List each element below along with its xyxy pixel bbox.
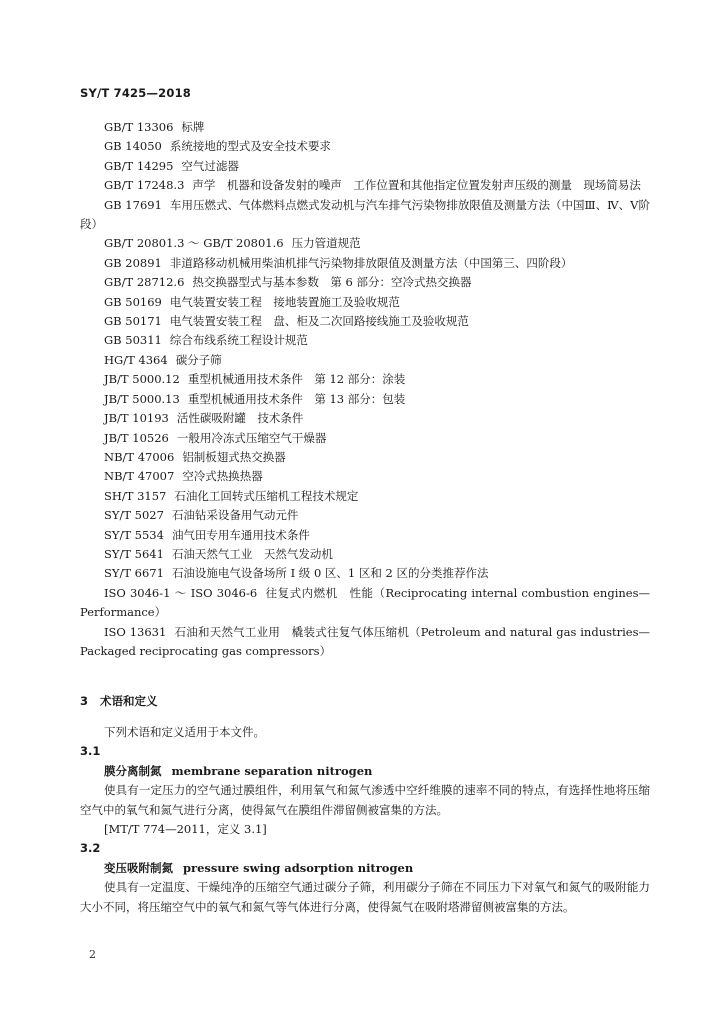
document-code-header: SY/T 7425—2018 [80,86,191,100]
reference-item [80,351,650,370]
reference-code: NB/T 47007 [104,469,175,484]
reference-item [80,312,650,331]
reference-code: GB 50169 [104,294,162,309]
reference-item [80,293,650,312]
reference-title: 声学 机器和设备发射的噪声 工作位置和其他指定位置发射声压级的测量 现场简易法 [192,178,641,193]
reference-title: 石油和天然气工业用 橇装式往复气体压缩机（Petroleum and natural gas industries—Packaged reciprocating gas compressors） [80,624,651,658]
reference-item [80,137,650,156]
normative-references-list [80,118,650,661]
reference-item [80,196,650,235]
term-definition: 使具有一定压力的空气通过膜组件，利用氧气和氮气渗透中空纤维膜的速率不同的特点，有选择性地将压缩空气中的氧气和氮气进行分离，使得氮气在膜组件滞留侧被富集的方法。 [80,783,650,817]
reference-code: GB/T 14295 [104,158,174,173]
reference-code: SH/T 3157 [104,488,167,503]
reference-code: GB 14050 [104,139,162,154]
reference-title: 重型机械通用技术条件 第 12 部分：涂装 [187,372,406,387]
reference-code: ISO 13631 [104,624,167,639]
reference-code: GB/T 20801.3 ～ GB/T 20801.6 [104,236,284,251]
reference-item [80,623,650,662]
reference-item [80,390,650,409]
reference-title: 石油化工回转式压缩机工程技术规定 [174,488,359,503]
reference-item [80,234,650,253]
reference-item [80,176,650,195]
reference-item [80,429,650,448]
section-terms-and-definitions [80,693,650,917]
reference-item [80,526,650,545]
reference-title: 电气装置安装工程 盘、柜及二次回路接线施工及验收规范 [169,314,469,329]
reference-title: 石油钻采设备用气动元件 [171,508,299,523]
reference-item [80,506,650,525]
reference-item [80,409,650,428]
reference-title: 车用压燃式、气体燃料点燃式发动机与汽车排气污染物排放限值及测量方法（中国Ⅲ、Ⅳ、Ⅴ阶段） [80,197,650,232]
reference-item [80,157,650,176]
term-name [80,859,650,878]
reference-code: JB/T 10193 [104,411,169,426]
reference-title: 非道路移动机械用柴油机排气污染物排放限值及测量方法（中国第三、四阶段） [169,255,573,270]
reference-code: JB/T 5000.13 [104,391,180,406]
term-definition: 使具有一定温度、干燥纯净的压缩空气通过碳分子筛，利用碳分子筛在不同压力下对氧气和氮气的吸附能力大小不同，将压缩空气中的氧气和氮气等气体进行分离，使得氮气在吸附塔滞留侧被富集的方法。 [80,880,650,914]
reference-code: GB/T 13306 [104,120,174,134]
reference-code: GB/T 28712.6 [104,275,185,290]
reference-title: 重型机械通用技术条件 第 13 部分：包装 [187,391,406,406]
reference-title: 压力管道规范 [291,236,361,251]
reference-code: JB/T 5000.12 [104,372,180,387]
reference-code: GB 50311 [104,333,162,348]
term-name-zh: 膜分离制氮 [104,763,162,778]
reference-title: 空气过滤器 [181,158,239,173]
reference-title: 碳分子筛 [175,352,222,367]
reference-code: HG/T 4364 [104,352,168,367]
reference-item [80,118,650,137]
reference-code: SY/T 5534 [104,527,164,542]
reference-title: 铝制板翅式热交换器 [182,449,286,464]
page-number: 2 [89,948,96,961]
reference-title: 综合布线系统工程设计规范 [169,333,308,348]
reference-code: SY/T 6671 [104,566,164,581]
term-name-zh: 变压吸附制氮 [104,860,173,875]
reference-item [80,273,650,292]
reference-item [80,370,650,389]
reference-code: GB 20891 [104,255,162,270]
reference-code: SY/T 5641 [104,546,164,561]
reference-title: 电气装置安装工程 接地装置施工及验收规范 [169,294,400,309]
reference-code: SY/T 5027 [104,508,164,523]
term-number: 3.2 [80,841,101,856]
section-number: 3 [80,694,89,708]
reference-item [80,448,650,467]
reference-code: JB/T 10526 [104,430,169,445]
term-name-en: pressure swing adsorption nitrogen [183,860,414,875]
reference-item [80,254,650,273]
reference-code: ISO 3046-1 ～ ISO 3046-6 [104,585,258,600]
section-heading [80,693,650,709]
reference-title: 系统接地的型式及安全技术要求 [169,139,331,154]
reference-title: 空冷式热换热器 [182,469,263,484]
reference-title: 活性碳吸附罐 技术条件 [176,411,304,426]
reference-title: 石油天然气工业 天然气发动机 [171,546,333,561]
reference-item [80,487,650,506]
reference-title: 热交换器型式与基本参数 第 6 部分：空冷式热交换器 [192,275,472,290]
reference-title: 石油设施电气设备场所 Ⅰ 级 0 区、1 区和 2 区的分类推荐作法 [171,566,489,581]
term-name [80,762,650,781]
term-source: [MT/T 774—2011，定义 3.1] [104,822,267,837]
reference-title: 一般用冷冻式压缩空气干燥器 [176,430,327,445]
reference-code: GB 17691 [104,197,162,212]
reference-item [80,545,650,564]
reference-item [80,564,650,583]
reference-code: NB/T 47006 [104,449,175,464]
reference-title: 油气田专用车通用技术条件 [171,527,310,542]
reference-code: GB/T 17248.3 [104,178,185,193]
section-title: 术语和定义 [100,694,158,708]
reference-item [80,331,650,350]
reference-item [80,584,650,623]
term-name-en: membrane separation nitrogen [171,763,373,778]
term-number: 3.1 [80,744,101,759]
section-intro: 下列术语和定义适用于本文件。 [104,725,265,739]
reference-item [80,467,650,486]
reference-title: 往复式内燃机 性能（Reciprocating internal combustion engines—Performance） [80,585,650,620]
reference-code: GB 50171 [104,314,162,329]
reference-title: 标牌 [181,120,205,134]
